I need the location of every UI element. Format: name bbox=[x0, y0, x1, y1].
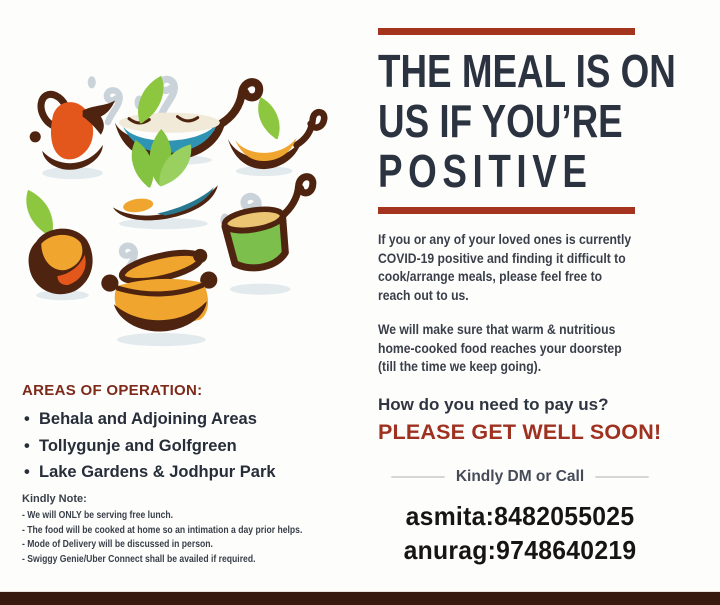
area-item-label: Lake Gardens & Jodhpur Park bbox=[39, 463, 276, 481]
divider-line-right bbox=[595, 476, 649, 478]
notes-heading: Kindly Note: bbox=[22, 493, 87, 505]
footer-bar bbox=[0, 591, 720, 605]
area-item bbox=[22, 406, 362, 433]
cooking-pot-icon bbox=[101, 245, 217, 346]
kindly-note-section bbox=[22, 493, 382, 566]
contact-numbers bbox=[378, 499, 662, 567]
area-item bbox=[22, 459, 362, 486]
paragraph-line: (till the time we keep going). bbox=[378, 358, 542, 374]
teapot-icon bbox=[30, 76, 120, 179]
paragraph-line: We will make sure that warm & nutritious bbox=[378, 321, 616, 337]
promise-paragraph bbox=[378, 320, 662, 376]
accent-bar-bottom bbox=[378, 207, 635, 214]
paragraph-line: COVID-19 positive and finding it difficult to bbox=[378, 249, 626, 266]
paragraph-line: home-cooked food reaches your doorstep bbox=[378, 339, 622, 356]
saucepan-icon bbox=[220, 177, 313, 295]
divider-line-left bbox=[391, 476, 445, 478]
areas-heading: AREAS OF OPERATION: bbox=[22, 382, 203, 399]
cooking-pots-illustration bbox=[10, 46, 348, 384]
intro-paragraph bbox=[378, 230, 662, 304]
note-item: - Mode of Delivery will be discussed in person. bbox=[22, 538, 213, 550]
areas-list bbox=[22, 406, 362, 486]
paragraph-line: reach out to us. bbox=[378, 286, 469, 303]
headline-line: THE MEAL IS ON bbox=[378, 45, 676, 97]
accent-bar-top bbox=[378, 28, 635, 35]
area-item-label: Behala and Adjoining Areas bbox=[39, 410, 257, 428]
payment-question: How do you need to pay us? bbox=[378, 394, 609, 414]
paragraph-line: cook/arrange meals, please feel free to bbox=[378, 268, 603, 284]
contact-phone: asmita:8482055025 bbox=[405, 500, 635, 531]
payment-answer: PLEASE GET WELL SOON! bbox=[378, 419, 662, 444]
area-item-label: Tollygunje and Golfgreen bbox=[39, 436, 237, 455]
right-column bbox=[378, 28, 676, 567]
cup-icon bbox=[18, 190, 93, 300]
contact-phone: anurag:9748640219 bbox=[403, 534, 637, 565]
bowl-icon bbox=[228, 97, 324, 176]
areas-of-operation-section bbox=[22, 382, 362, 486]
contact-heading: Kindly DM or Call bbox=[455, 467, 585, 485]
area-item bbox=[22, 433, 362, 460]
note-item: - We will ONLY be serving free lunch. bbox=[22, 509, 174, 521]
headline bbox=[378, 45, 676, 197]
headline-line: POSITIVE bbox=[378, 145, 593, 197]
contact-heading-row bbox=[378, 468, 662, 486]
note-item: - Swiggy Genie/Uber Connect shall be availed if required. bbox=[22, 552, 256, 565]
paragraph-line: If you or any of your loved ones is currently bbox=[378, 231, 632, 247]
headline-line: US IF YOU’RE bbox=[378, 95, 623, 147]
note-item: - The food will be cooked at home so an intimation a day prior helps. bbox=[22, 523, 303, 536]
